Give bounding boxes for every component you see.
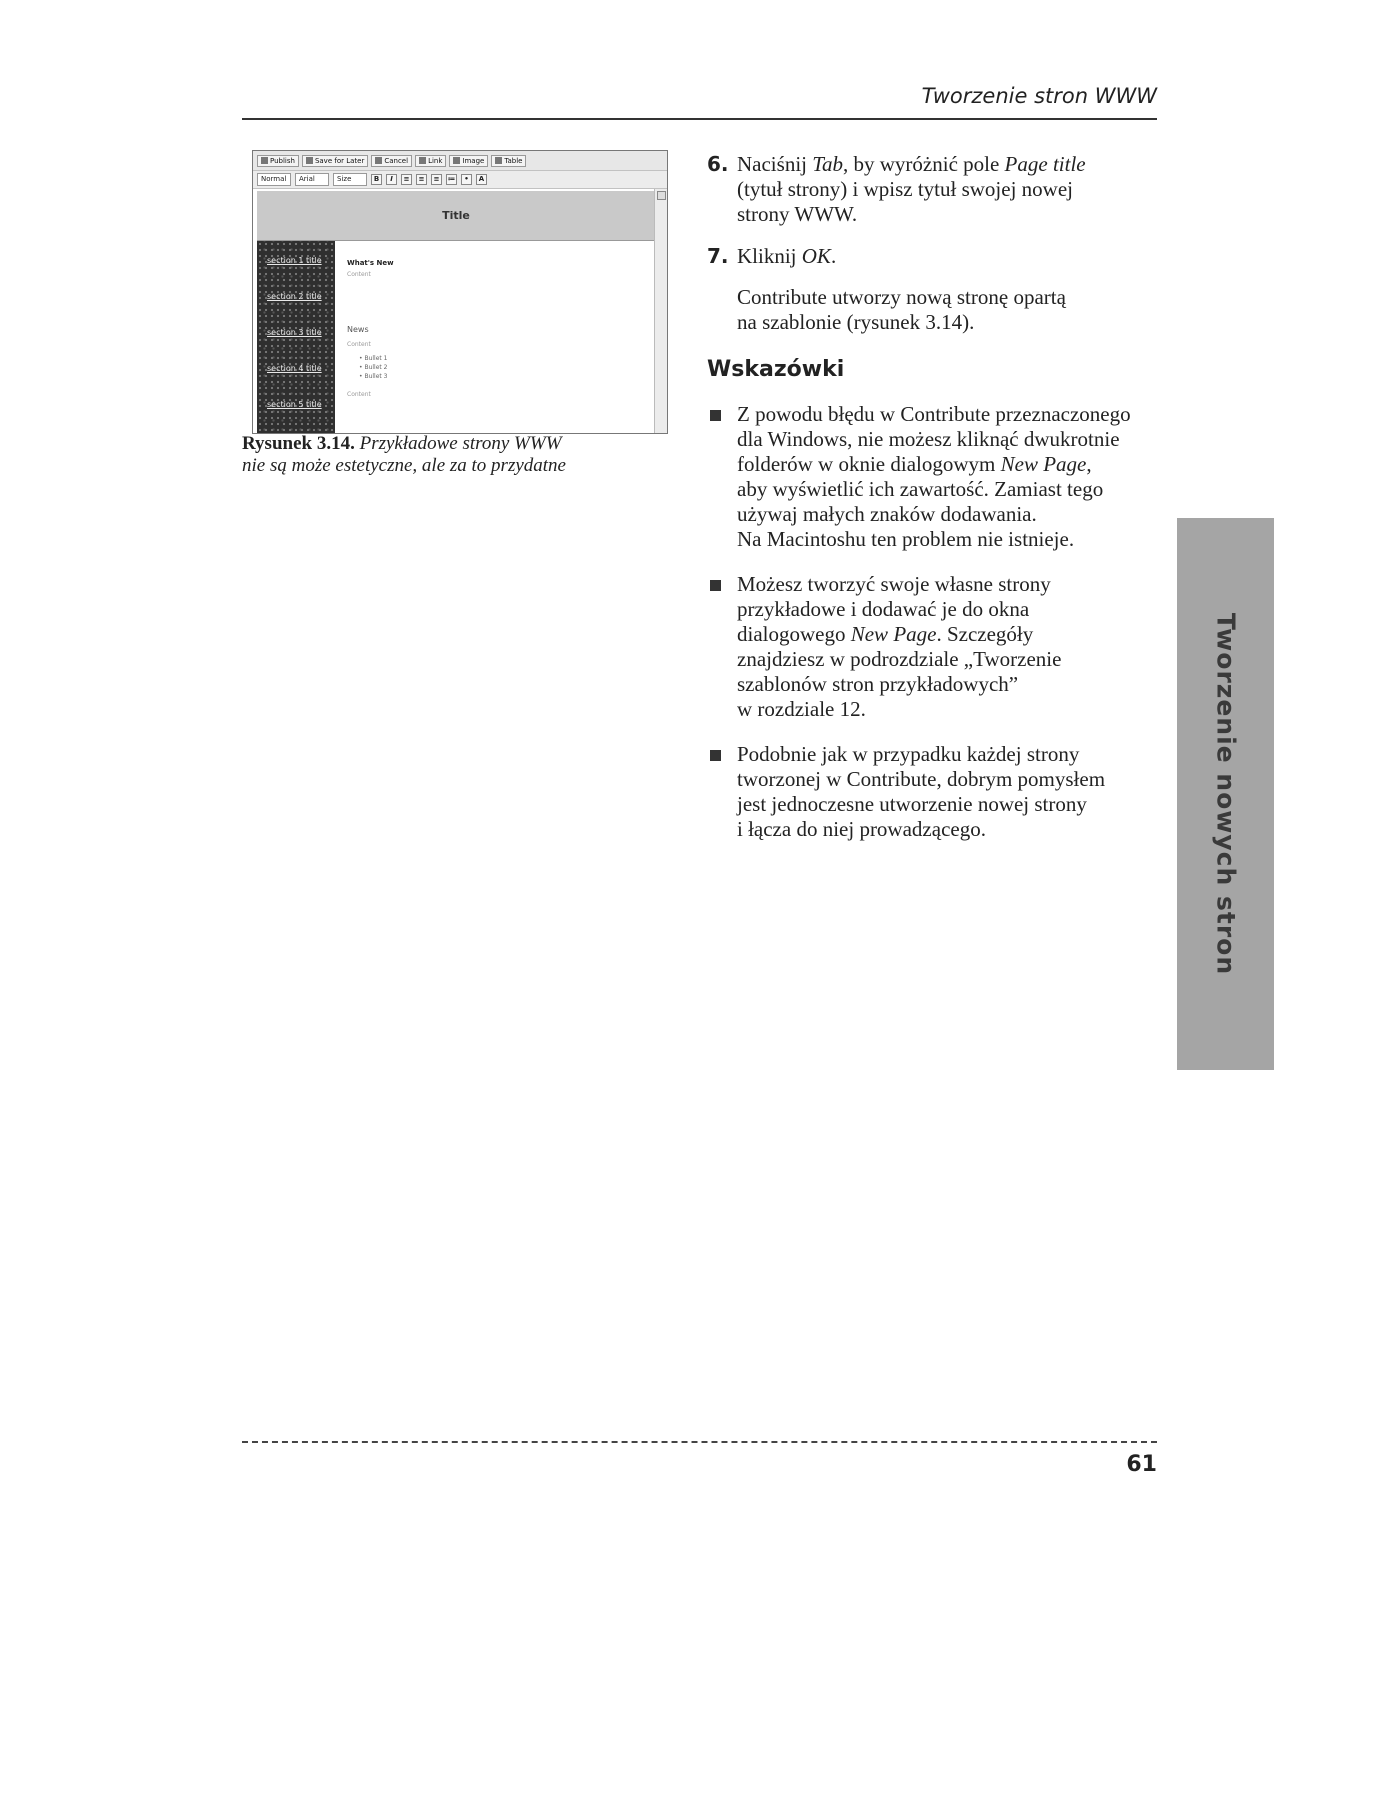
numbered-list-icon: ≔: [447, 175, 456, 183]
section-link: section 3 title: [267, 328, 322, 337]
figure-page-title: Title: [257, 191, 655, 241]
bold-icon: B: [371, 174, 382, 185]
content-text: Content: [347, 271, 371, 278]
bullet-text: Bullet 2: [364, 364, 388, 371]
cancel-icon: [375, 157, 382, 164]
result-text: na szablonie (rysunek 3.14).: [737, 310, 975, 334]
bullet-square-icon: [710, 580, 721, 591]
step-text: , by wyróżnić pole: [843, 152, 1005, 176]
section-link: section 5 title: [267, 400, 322, 409]
font-select: Arial: [295, 173, 329, 186]
image-button: [449, 155, 488, 167]
figure-caption: [242, 433, 662, 477]
save-for-later-label: Save for Later: [314, 156, 365, 165]
page-number: 61: [1126, 1452, 1157, 1477]
table-button: [491, 155, 526, 167]
tip-text: w rozdziale 12.: [737, 697, 866, 721]
bullet-text: Bullet 3: [364, 373, 388, 380]
publish-icon: [261, 157, 268, 164]
tip-item: [707, 742, 1169, 842]
step-6: [707, 152, 1167, 227]
tip-text: Podobnie jak w przypadku każdej strony: [737, 742, 1080, 766]
figure-toolbar: [253, 151, 667, 171]
step-text: .: [830, 244, 837, 268]
caption-text: Przykładowe strony WWW: [359, 433, 562, 454]
cancel-label: Cancel: [384, 156, 409, 165]
align-right-icon: ≡: [431, 174, 442, 185]
caption-text: nie są może estetyczne, ale za to przydatne: [242, 455, 566, 476]
tip-text: szablonów stron przykładowych”: [737, 672, 1019, 696]
content-text: Content: [347, 341, 371, 348]
style-select: Normal: [257, 173, 291, 186]
text-color-icon: A: [476, 174, 487, 185]
size-select: Size: [333, 173, 367, 186]
section-link: section 4 title: [267, 364, 322, 373]
bullet-square-icon: [710, 750, 721, 761]
link-icon: [419, 157, 426, 164]
step-number: 6.: [707, 152, 729, 176]
news-heading: News: [347, 325, 369, 334]
content-text: Content: [347, 391, 371, 398]
tips-heading: Wskazówki: [707, 357, 845, 382]
tip-item: [707, 402, 1169, 552]
figure-format-bar: [253, 171, 667, 189]
section-link: section 2 title: [267, 292, 322, 301]
tip-text: Możesz tworzyć swoje własne strony: [737, 572, 1051, 596]
tip-text: aby wyświetlić ich zawartość. Zamiast tego: [737, 477, 1104, 501]
section-link: section 1 title: [267, 256, 322, 265]
bullet-item: • Bullet 1: [359, 355, 388, 362]
chapter-tab-label: Tworzenie nowych stron: [1211, 612, 1240, 976]
result-text: Contribute utworzy nową stronę opartą: [737, 285, 1066, 309]
running-title: Tworzenie stron WWW: [921, 84, 1157, 108]
tip-text: dialogowego: [737, 622, 851, 646]
button-name: OK: [801, 244, 831, 268]
step-text: Kliknij: [737, 244, 802, 268]
key-name: Tab: [812, 152, 843, 176]
image-label: Image: [462, 156, 485, 165]
figure-scrollbar: [654, 189, 667, 433]
link-button: [415, 155, 446, 167]
tip-text: folderów w oknie dialogowym: [737, 452, 1001, 476]
save-icon: [306, 157, 313, 164]
running-header: [242, 82, 1157, 120]
tip-text: jest jednoczesne utworzenie nowej strony: [737, 792, 1087, 816]
step-result: [737, 285, 1167, 335]
dialog-name: New Page: [850, 622, 937, 646]
tip-text: przykładowe i dodawać je do okna: [737, 597, 1030, 621]
align-center-icon: ≡: [416, 174, 427, 185]
bullet-square-icon: [710, 410, 721, 421]
whats-new-heading: What's New: [347, 259, 394, 267]
step-text: Naciśnij: [737, 152, 813, 176]
tip-text: znajdziesz w podrozdziale „Tworzenie: [737, 647, 1062, 671]
table-label: Table: [504, 156, 523, 165]
publish-label: Publish: [270, 156, 295, 165]
scroll-up-icon: [657, 191, 666, 200]
tip-text: i łącza do niej prowadzącego.: [737, 817, 986, 841]
step-number: 7.: [707, 244, 729, 268]
step-text: (tytuł strony) i wpisz tytuł swojej nowej: [737, 177, 1073, 201]
tip-text: dla Windows, nie możesz kliknąć dwukrotnie: [737, 427, 1120, 451]
footer-rule: [242, 1441, 1157, 1443]
tip-text: tworzonej w Contribute, dobrym pomysłem: [737, 767, 1106, 791]
dialog-name: New Page: [1000, 452, 1087, 476]
bullet-text: Bullet 1: [364, 355, 388, 362]
tip-text: . Szczegóły: [936, 622, 1034, 646]
link-label: Link: [428, 156, 443, 165]
tip-item: [707, 572, 1169, 722]
figure-sidebar: [257, 241, 335, 433]
table-icon: [495, 157, 502, 164]
step-text: strony WWW.: [737, 202, 858, 226]
bulleted-list-icon: •: [461, 174, 472, 185]
caption-label: Rysunek 3.14.: [242, 433, 355, 454]
italic-icon: I: [386, 174, 397, 185]
cancel-button: [371, 155, 412, 167]
tip-text: używaj małych znaków dodawania.: [737, 502, 1037, 526]
publish-button: [257, 155, 299, 167]
tip-text: ,: [1086, 452, 1092, 476]
step-7: [707, 244, 1167, 269]
image-icon: [453, 157, 460, 164]
align-left-icon: ≡: [401, 174, 412, 185]
bullet-item: • Bullet 3: [359, 373, 388, 380]
chapter-side-tab: [1177, 518, 1274, 1070]
tip-text: Na Macintoshu ten problem nie istnieje.: [737, 527, 1075, 551]
bullet-item: • Bullet 2: [359, 364, 388, 371]
field-name: Page title: [1004, 152, 1086, 176]
tip-text: Z powodu błędu w Contribute przeznaczonego: [737, 402, 1131, 426]
figure-content: [347, 247, 647, 433]
figure-screenshot: [252, 150, 668, 434]
save-for-later-button: [302, 155, 368, 167]
